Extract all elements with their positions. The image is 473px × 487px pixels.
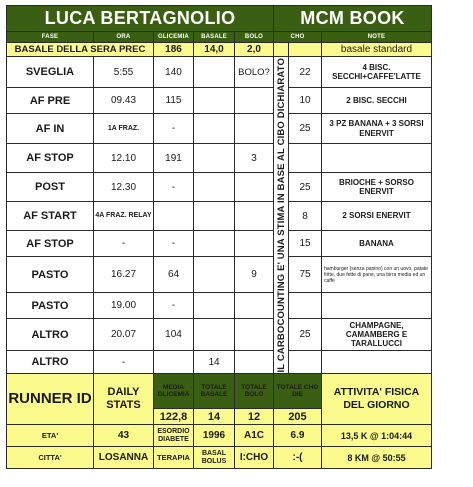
log-row [7,257,432,293]
col-header-glicemia: GLICEMIA [154,32,194,43]
row-bolo: 9 [235,257,274,293]
totale-cho-value: 205 [274,409,322,425]
row-ora: 20.07 [94,319,154,351]
media-glicemia-value: 122,8 [154,409,194,425]
row-note [322,351,432,374]
row-cho: 25 [289,319,322,351]
row-cho: 75 [289,257,322,293]
citta-label: CITTA' [7,447,94,469]
totale-basale-value: 14 [194,409,235,425]
row-bolo [235,114,274,144]
totale-bolo-value: 12 [235,409,274,425]
row-cho: 25 [289,173,322,202]
row-ora: 1A FRAZ. [94,114,154,144]
row-glicemia: 64 [154,257,194,293]
row-bolo: BOLO? [235,57,274,88]
row-cho [289,293,322,319]
row-basale [194,144,235,173]
row-basale: 14 [194,351,235,374]
row-bolo [235,319,274,351]
basale-sera-prec-label: BASALE DELLA SERA PREC [7,43,154,57]
row-cho: 8 [289,202,322,231]
row-ora: 4A FRAZ. RELAY [94,202,154,231]
row-basale [194,293,235,319]
row-ora: 19.00 [94,293,154,319]
row-bolo [235,88,274,114]
row-fase: AF STOP [7,231,94,257]
log-row [7,144,432,173]
row-fase: PASTO [7,293,94,319]
log-row [7,88,432,114]
col-header-bolo: BOLO [235,32,274,43]
row-fase: ALTRO [7,319,94,351]
log-row [7,293,432,319]
row-glicemia: - [154,114,194,144]
row-ora: 12.10 [94,144,154,173]
row-glicemia: - [154,231,194,257]
row-cho: 10 [289,88,322,114]
runner-name-title: LUCA BERTAGNOLIO [7,6,274,32]
basale-glicemia: 186 [154,43,194,57]
row-fase: AF START [7,202,94,231]
col-header-ora: ORA [94,32,154,43]
col-header-cho: CHO [274,32,322,43]
row-bolo [235,202,274,231]
carbocounting-text: IL CARBOCOUNTING E' UNA STIMA IN BASE AL CIBO DICHIARATO [275,57,287,373]
row-fase: AF IN [7,114,94,144]
book-title: MCM BOOK [274,6,432,32]
row-note: 3 PZ BANANA + 3 SORSI ENERVIT [322,114,432,144]
row-note: BRIOCHE + SORSO ENERVIT [322,173,432,202]
basal-bolus-value: BASAL BOLUS [194,447,235,469]
media-glicemia-label: MEDIA GLICEMIA [154,374,194,409]
diabetes-log-table [6,5,432,469]
row-note: 2 BISC. SECCHI [322,88,432,114]
row-cho: 25 [289,114,322,144]
row-ora: - [94,351,154,374]
row-cho: 15 [289,231,322,257]
log-row [7,231,432,257]
row-bolo [235,173,274,202]
log-row [7,173,432,202]
footer-row-2 [7,447,432,469]
row-glicemia: 115 [154,88,194,114]
eta-label: ETA' [7,425,94,447]
row-basale [194,231,235,257]
col-header-fase: FASE [7,32,94,43]
col-header-note: NOTE [322,32,432,43]
row-note: CHAMPAGNE, CAMAMBERG E TARALLUCCI [322,319,432,351]
row-glicemia: 104 [154,319,194,351]
row-cho [289,144,322,173]
eta-value: 43 [94,425,154,447]
totale-cho-label: TOTALE CHO DIE [274,374,322,409]
row-basale [194,202,235,231]
row-glicemia: 191 [154,144,194,173]
icho-label: I:CHO [235,447,274,469]
row-basale [194,257,235,293]
basale-value: 14,0 [194,43,235,57]
row-cho: 22 [289,57,322,88]
row-ora: 12.30 [94,173,154,202]
row-glicemia [154,202,194,231]
a1c-label: A1C [235,425,274,447]
row-basale [194,114,235,144]
esordio-value: 1996 [194,425,235,447]
row-basale [194,173,235,202]
row-ora: 5:55 [94,57,154,88]
log-row [7,114,432,144]
row-fase: PASTO [7,257,94,293]
row-fase: SVEGLIA [7,57,94,88]
row-note: 2 SORSI ENERVIT [322,202,432,231]
row-glicemia [154,351,194,374]
terapia-label: TERAPIA [154,447,194,469]
row-note: 4 BISC. SECCHI+CAFFE'LATTE [322,57,432,88]
row-ora: 09.43 [94,88,154,114]
totale-basale-label: TOTALE BASALE [194,374,235,409]
esordio-label: ESORDIO DIABETE [154,425,194,447]
row-basale [194,57,235,88]
row-fase: POST [7,173,94,202]
a1c-value: 6.9 [274,425,322,447]
citta-value: LOSANNA [94,447,154,469]
row-note [322,144,432,173]
footer-row-1 [7,425,432,447]
totale-bolo-label: TOTALE BOLO [235,374,274,409]
log-row [7,351,432,374]
runner-id-label: RUNNER ID [7,374,94,425]
row-basale [194,88,235,114]
daily-stats-label: DAILY STATS [94,374,154,425]
basale-cho-spacer [274,43,289,57]
row-fase: AF PRE [7,88,94,114]
row-glicemia: - [154,173,194,202]
row-glicemia: - [154,293,194,319]
log-row [7,319,432,351]
icho-value: :-( [274,447,322,469]
attivita-fisica-label: ATTIVITA' FISICA DEL GIORNO [322,374,432,425]
row-bolo [235,351,274,374]
stats-row [7,374,432,409]
basale-note: basale standard [322,43,432,57]
row-fase: AF STOP [7,144,94,173]
activity-1: 13,5 K @ 1:04:44 [322,425,432,447]
row-ora: - [94,231,154,257]
carbocounting-vertical-note [274,57,289,374]
row-note: hamburger (senza panino) con un uovo, patate fritte, due fette di pane, una birra media ed un caffe [322,257,432,293]
row-note: BANANA [322,231,432,257]
row-glicemia: 140 [154,57,194,88]
row-cho [289,351,322,374]
row-note [322,293,432,319]
col-header-basale: BASALE [194,32,235,43]
log-row [7,57,432,88]
row-bolo: 3 [235,144,274,173]
basale-bolo: 2,0 [235,43,274,57]
row-ora: 16.27 [94,257,154,293]
row-fase: ALTRO [7,351,94,374]
row-basale [194,319,235,351]
basale-cho [289,43,322,57]
log-row [7,202,432,231]
row-bolo [235,231,274,257]
row-bolo [235,293,274,319]
activity-2: 8 KM @ 50:55 [322,447,432,469]
